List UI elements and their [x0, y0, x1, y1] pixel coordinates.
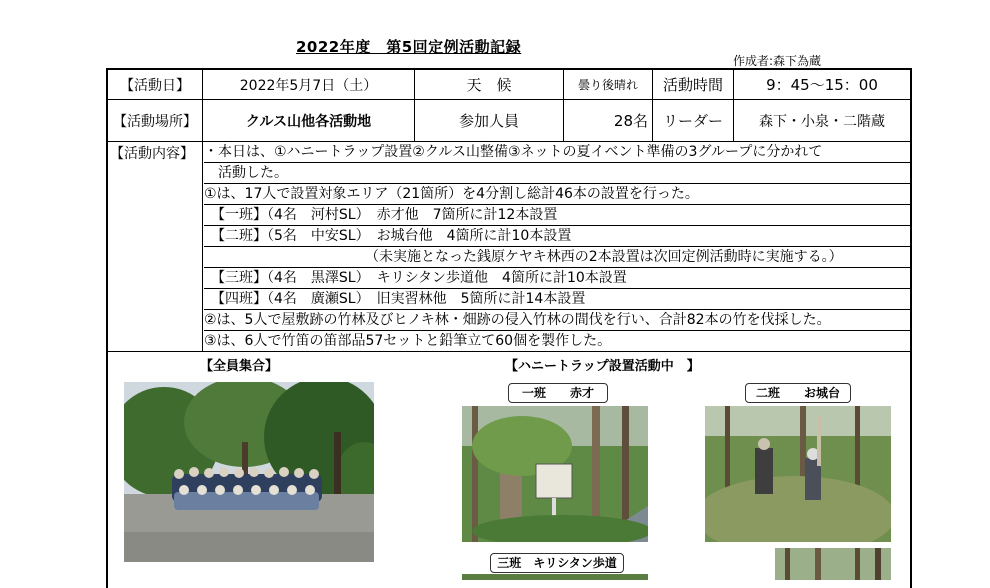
- author-label: 作成者:森下為蔵: [733, 54, 822, 68]
- group-photo: [124, 382, 374, 562]
- content-line: ①は、17人で設置対象エリア（21箇所）を4分割し総計46本の設置を行った。: [204, 186, 699, 202]
- content-line: 【二班】（5名 中安SL） お城台他 4箇所に計10本設置: [204, 228, 572, 244]
- participants-value: 28名: [613, 112, 648, 130]
- team2-photo: [705, 406, 891, 542]
- place-value: クルス山他各活動地: [245, 113, 372, 130]
- group-photo-caption: 【全員集合】: [200, 359, 279, 374]
- participants-label: 参加人員: [458, 112, 519, 130]
- leader-label: リーダー: [662, 112, 723, 130]
- content-line: 【一班】（4名 河村SL） 赤才他 7箇所に計12本設置: [204, 207, 558, 223]
- weather-label: 天 候: [466, 76, 512, 94]
- team3-photo: [462, 574, 648, 580]
- team1-label: 一班 赤才: [508, 383, 608, 403]
- team1-photo: [462, 406, 648, 542]
- content-line: ・本日は、①ハニートラップ設置②クルス山整備③ネットの夏イベント準備の3グループに分かれて: [204, 144, 823, 160]
- document-title: 2022年度 第5回定例活動記録: [296, 38, 522, 56]
- content-line: （未実施となった銭原ケヤキ林西の2本設置は次回定例活動時に実施する。）: [204, 249, 843, 265]
- date-value: 2022年5月7日（土）: [239, 77, 378, 94]
- team4-photo: [775, 548, 891, 580]
- content-label: 【活動内容】: [110, 145, 194, 162]
- content-line: 活動した。: [204, 165, 288, 181]
- team3-label: 三班 キリシタン歩道: [490, 553, 624, 573]
- time-label: 活動時間: [662, 76, 723, 94]
- content-line: ③は、6人で竹笛の笛部品57セットと鉛筆立て60個を製作した。: [204, 333, 612, 349]
- date-label: 【活動日】: [120, 77, 190, 94]
- content-line: ②は、5人で屋敷跡の竹林及びヒノキ林・畑跡の侵入竹林の間伐を行い、合計82本の竹を伐採した。: [204, 312, 831, 328]
- honey-trap-caption: 【ハニートラップ設置活動中 】: [505, 359, 700, 374]
- time-value: 9：45～15：00: [766, 76, 878, 94]
- leader-value: 森下・小泉・二階蔵: [759, 113, 885, 130]
- team2-label: 二班 お城台: [745, 383, 851, 403]
- content-line: 【四班】（4名 廣瀬SL） 旧実習林他 5箇所に計14本設置: [204, 291, 586, 307]
- content-line: 【三班】（4名 黒澤SL） キリシタン歩道他 4箇所に計10本設置: [204, 270, 627, 286]
- weather-value: 曇り後晴れ: [577, 78, 638, 92]
- place-label: 【活動場所】: [113, 113, 197, 130]
